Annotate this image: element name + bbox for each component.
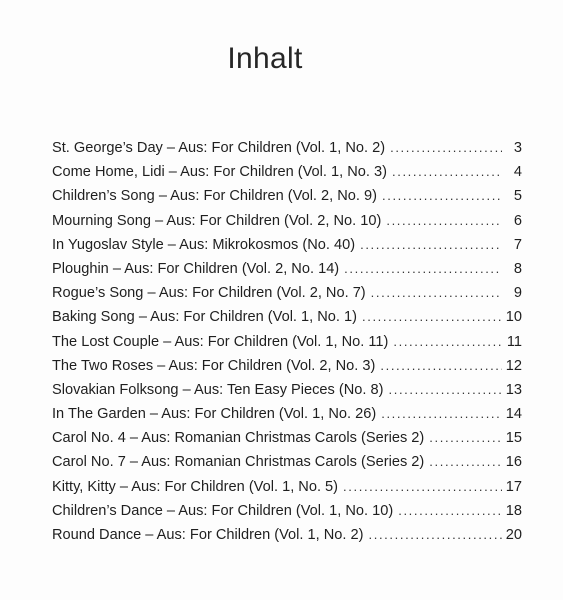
dot-leader — [381, 406, 502, 421]
toc-entry-page: 17 — [505, 478, 522, 495]
toc-entry-title: Round Dance – Aus: For Children (Vol. 1, No. 2) — [52, 527, 364, 543]
dot-leader — [344, 261, 502, 276]
toc-entry-page: 12 — [505, 357, 522, 374]
toc-entry-page: 11 — [506, 333, 522, 350]
dot-leader — [390, 140, 502, 155]
toc-entry — [52, 406, 522, 430]
toc-entry — [52, 309, 522, 333]
toc-entry-page: 20 — [505, 527, 522, 543]
toc-entry — [52, 237, 522, 261]
toc-entry-page: 5 — [513, 188, 522, 205]
toc-entry — [52, 261, 522, 285]
toc-entry — [52, 188, 522, 212]
toc-entry — [52, 382, 522, 406]
dot-leader — [362, 309, 502, 324]
toc-entry-title: St. George’s Day – Aus: For Children (Vol. 1, No. 2) — [52, 140, 386, 156]
toc-entry-title: Carol No. 7 – Aus: Romanian Christmas Carols (Series 2) — [52, 454, 425, 471]
toc-entry-title: Kitty, Kitty – Aus: For Children (Vol. 1, No. 5) — [52, 478, 339, 495]
dot-leader — [389, 382, 502, 397]
toc-entry-title: In The Garden – Aus: For Children (Vol. 1, No. 26) — [52, 406, 377, 423]
toc-entry — [52, 503, 522, 527]
toc-entry — [52, 213, 522, 237]
toc-entry — [52, 454, 522, 478]
toc-entry-page: 3 — [513, 140, 522, 156]
dot-leader — [386, 213, 502, 228]
toc-entry — [52, 164, 522, 188]
toc-entry — [52, 285, 522, 309]
toc-entry-page: 10 — [505, 309, 522, 326]
toc-entry-page: 4 — [513, 164, 522, 181]
toc-entry-page: 9 — [513, 285, 522, 302]
toc-entry-page: 14 — [505, 406, 522, 423]
toc-entry — [52, 140, 522, 164]
toc-entry-title: Children’s Dance – Aus: For Children (Vol. 1, No. 10) — [52, 502, 394, 519]
page-title: Inhalt — [227, 42, 303, 76]
toc-entry-title: Mourning Song – Aus: For Children (Vol. 2, No. 10) — [52, 212, 382, 229]
dot-leader — [392, 164, 502, 179]
toc-entry-page: 15 — [505, 430, 522, 447]
toc-entry-title: The Lost Couple – Aus: For Children (Vol. 1, No. 11) — [52, 333, 389, 350]
dot-leader — [398, 503, 502, 518]
toc-entry — [52, 430, 522, 454]
dot-leader — [380, 358, 502, 373]
toc-entry — [52, 358, 522, 382]
toc-entry-page: 6 — [513, 212, 522, 229]
toc-entry-title: In Yugoslav Style – Aus: Mikrokosmos (No. 40) — [52, 236, 356, 253]
toc-entry-page: 13 — [505, 381, 522, 398]
toc-entry — [52, 479, 522, 503]
table-of-contents — [52, 140, 522, 551]
dot-leader — [429, 430, 502, 445]
toc-entry-title: Carol No. 4 – Aus: Romanian Christmas Carols (Series 2) — [52, 430, 425, 447]
toc-entry-title: Slovakian Folksong – Aus: Ten Easy Pieces (No. 8) — [52, 381, 384, 398]
toc-entry — [52, 334, 522, 358]
dot-leader — [371, 285, 502, 300]
toc-entry-page: 8 — [513, 260, 522, 277]
toc-entry-title: The Two Roses – Aus: For Children (Vol. 2, No. 3) — [52, 357, 376, 374]
dot-leader — [393, 334, 502, 349]
toc-entry-page: 16 — [505, 454, 522, 471]
toc-entry-title: Come Home, Lidi – Aus: For Children (Vol. 1, No. 3) — [52, 164, 387, 181]
dot-leader — [382, 188, 502, 203]
toc-entry-title: Children’s Song – Aus: For Children (Vol. 2, No. 9) — [52, 188, 378, 205]
toc-entry-page: 7 — [513, 236, 522, 253]
toc-entry-title: Rogue’s Song – Aus: For Children (Vol. 2, No. 7) — [52, 285, 366, 302]
toc-entry-title: Ploughin – Aus: For Children (Vol. 2, No. 14) — [52, 260, 340, 277]
toc-entry-page: 18 — [505, 502, 522, 519]
dot-leader — [369, 527, 503, 542]
dot-leader — [343, 479, 502, 494]
dot-leader — [429, 454, 502, 469]
toc-entry — [52, 527, 522, 551]
dot-leader — [360, 237, 502, 252]
toc-entry-title: Baking Song – Aus: For Children (Vol. 1, No. 1) — [52, 309, 358, 326]
